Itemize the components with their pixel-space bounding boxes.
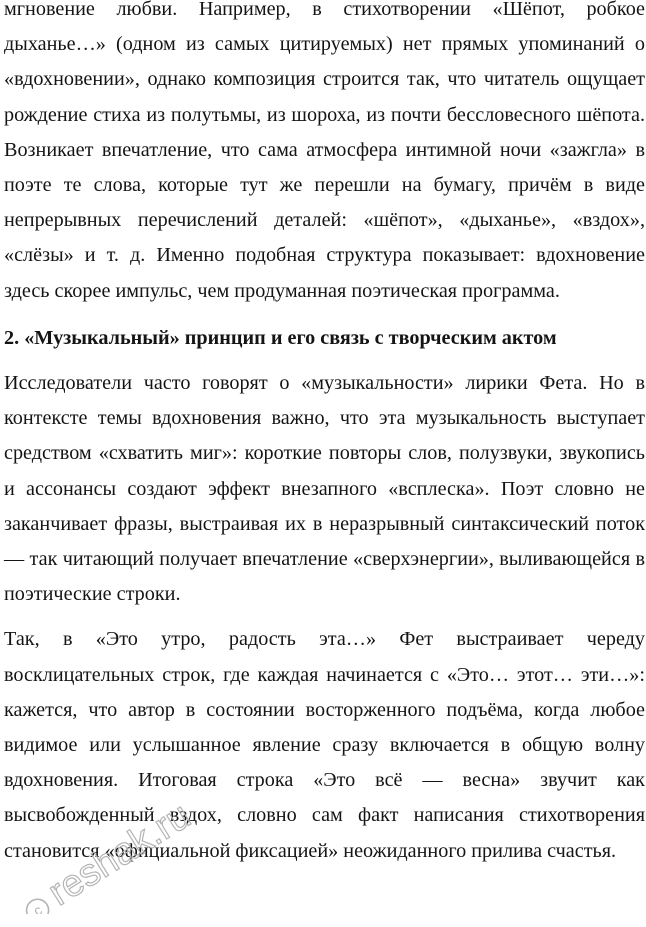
document-page — [4, 0, 645, 869]
paragraph-1: мгновение любви. Например, в стихотворении «Шёпот, робкое дыханье…» (одном из самых цитируемых) нет прямых упоминаний о «вдохновении», однако композиция строится так, что читатель ощущает рождение стиха из полутьмы, из шороха, из почти бессловесного шёпота. Возникает впечатление, что сама атмосфера интимной ночи «зажгла» в поэте те слова, которые тут же перешли на бумагу, причём в виде непрерывных перечислений деталей: «шёпот», «дыханье», «вздох», «слёзы» и т. д. Именно подобная структура показывает: вдохновение здесь скорее импульс, чем продуманная поэтическая программа. — [4, 0, 645, 302]
paragraph-3: Так, в «Это утро, радость эта…» Фет выстраивает череду восклицательных строк, где каждая начинается с «Это… этот… эти…»: кажется, что автор в состоянии восторженного подъёма, когда любое видимое или услышанное явление сразу включается в общую волну вдохновения. Итоговая строка «Это всё — весна» звучит как высвобожденный вздох, словно сам факт написания стихотворения становится «официальной фиксацией» неожиданного прилива счастья. — [4, 628, 645, 862]
paragraph-2: Исследователи часто говорят о «музыкальности» лирики Фета. Но в контексте темы вдохновения важно, что эта музыкальность выступает средством «схватить миг»: короткие повторы слов, полузвуки, звукопись и ассонансы создают эффект внезапного «всплеска». Поэт словно не заканчивает фразы, выстраивая их в неразрывный синтаксический поток — так читающий получает впечатление «сверхэнергии», выливающейся в поэтические строки. — [4, 372, 645, 606]
section-heading-2: 2. «Музыкальный» принцип и его связь с творческим актом — [4, 326, 557, 349]
svg-text:c: c — [30, 901, 45, 914]
watermark-text: reshak.ru — [41, 794, 198, 914]
copyright-circle-icon — [22, 895, 52, 914]
